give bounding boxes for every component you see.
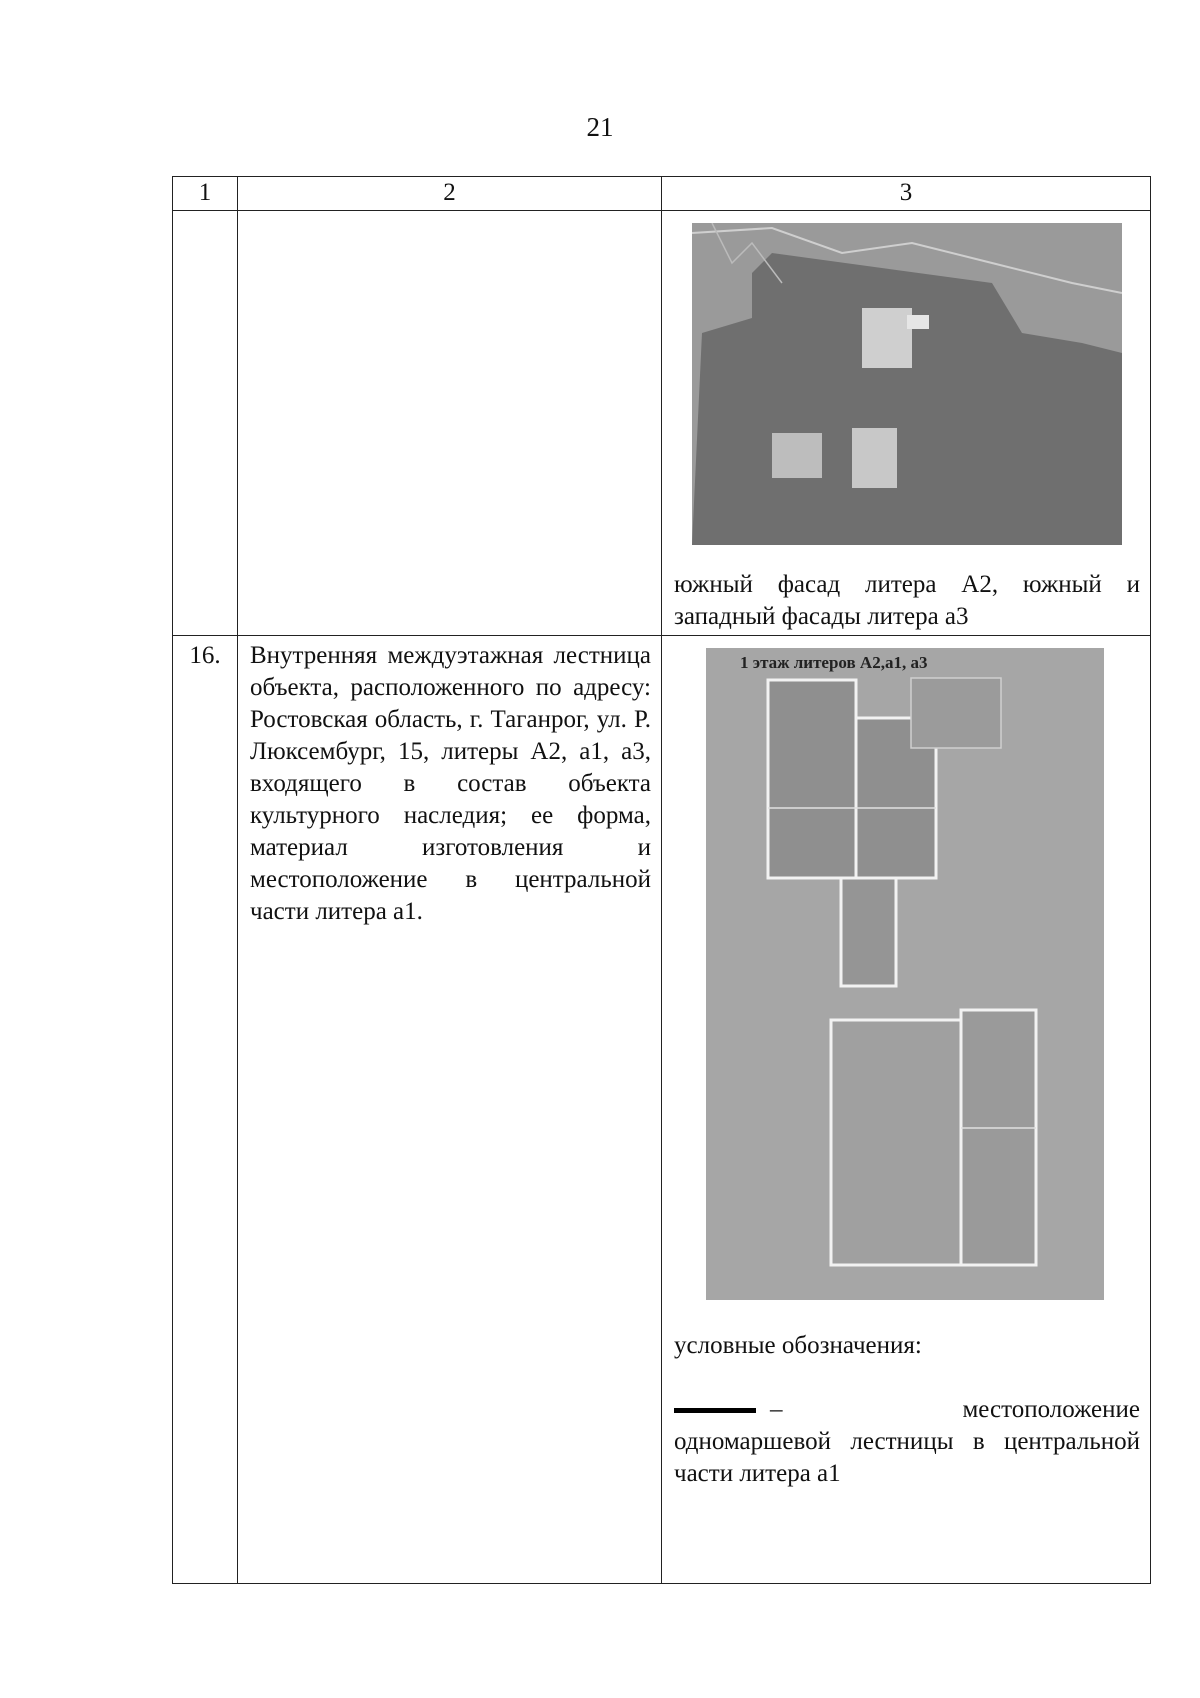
floor-plan-image xyxy=(706,648,1104,1300)
row-illustration xyxy=(662,211,1151,636)
floor-plan-graphic xyxy=(706,648,1104,1300)
table-row xyxy=(173,211,1151,636)
floor-plan-title: 1 этаж литеров А2,а1, а3 xyxy=(740,653,928,672)
row-number: 16. xyxy=(173,636,238,1584)
photo-caption: южный фасад литера А2, южный и западный фасады литера а3 xyxy=(674,571,1140,630)
row-description: Внутренняя междуэтажная лестница объекта, расположенного по адресу: Ростовская область, г. Таганрог, ул. Р. Люксембург, 15, литеры А2, а1, а3, входящего в состав объекта культурного наследия; ее форма, материал изготовления и местоположение в центральной части литера а1. xyxy=(238,636,662,1584)
row-number xyxy=(173,211,238,636)
legend-title: условные обозначения: xyxy=(674,1332,922,1359)
row-description xyxy=(238,211,662,636)
facade-photo-graphic xyxy=(692,223,1122,545)
header-col-3: 3 xyxy=(662,177,1151,211)
legend-swatch-group xyxy=(674,1394,783,1426)
legend-text-2: одномаршевой лестницы в центральной части литера а1 xyxy=(674,1428,1140,1487)
page-number: 21 xyxy=(586,112,614,142)
legend-dash: – xyxy=(770,1396,783,1423)
header-col-2: 2 xyxy=(238,177,662,211)
table-row xyxy=(173,636,1151,1584)
table-header-row xyxy=(173,177,1151,211)
legend-text-1: местоположение xyxy=(962,1396,1140,1423)
header-col-1: 1 xyxy=(173,177,238,211)
facade-photo xyxy=(692,223,1122,545)
row-illustration xyxy=(662,636,1151,1584)
staircase-line-symbol xyxy=(674,1408,756,1413)
legend-row xyxy=(674,1394,1140,1426)
object-table xyxy=(172,176,1151,1584)
